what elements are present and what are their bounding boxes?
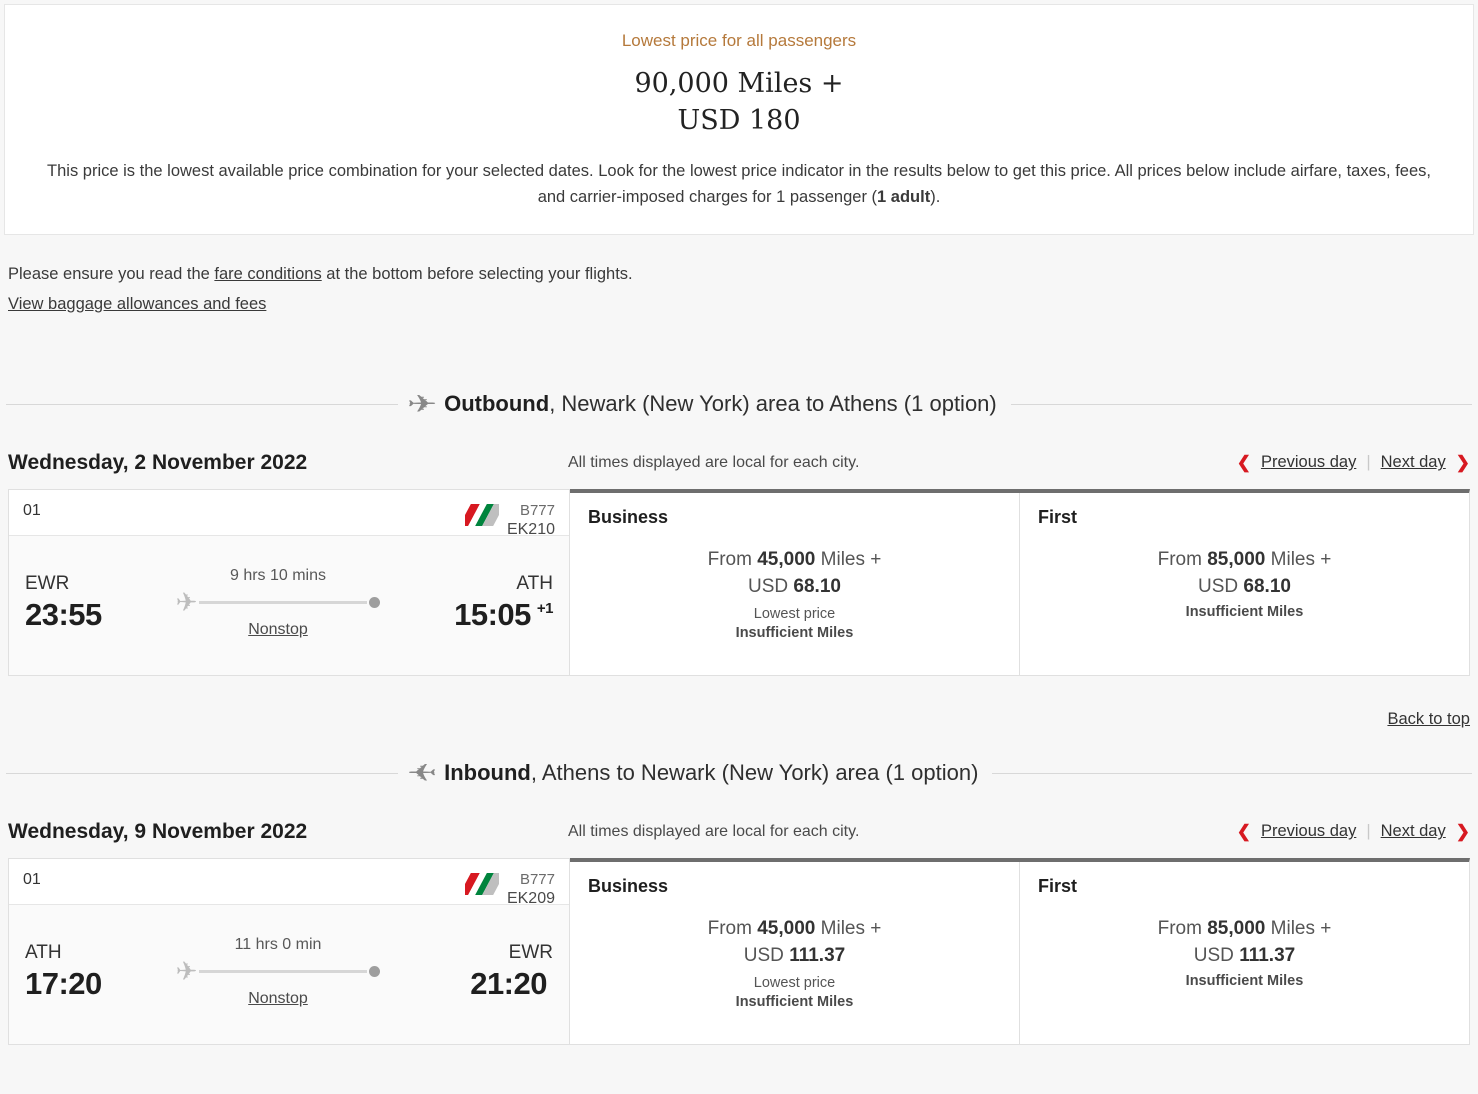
- outbound-cabin-options: [570, 489, 1470, 676]
- inbound-section: [0, 759, 1478, 1045]
- inbound-section-header: [0, 759, 1478, 788]
- inbound-first-from-label: From: [1157, 917, 1202, 939]
- chevron-left-icon[interactable]: ❮: [1236, 821, 1251, 841]
- outbound-first-miles: 85,000: [1207, 548, 1266, 570]
- inbound-title: [398, 759, 992, 788]
- divider-left: [6, 404, 398, 405]
- arrival-dot-icon: [369, 966, 380, 977]
- outbound-origin: [25, 573, 143, 633]
- inbound-flight-codes: [507, 871, 555, 910]
- lowest-price-heading: Lowest price for all passengers: [621, 31, 857, 50]
- outbound-duration: 9 hrs 10 mins: [229, 567, 327, 585]
- inbound-destination-time: [413, 966, 553, 1002]
- daynav-separator: |: [1366, 822, 1371, 841]
- outbound-business-amount: 68.10: [793, 576, 841, 598]
- inbound-journey-summary: [143, 936, 413, 1008]
- inbound-cabin-options: [570, 858, 1470, 1045]
- inbound-flight-leg: [8, 858, 570, 1045]
- outbound-stops-link[interactable]: Nonstop: [248, 621, 308, 639]
- emirates-logo-icon: [465, 504, 499, 526]
- inbound-cabin-business[interactable]: [570, 862, 1019, 1044]
- fare-notes: [0, 235, 1478, 317]
- outbound-flight-leg: [8, 489, 570, 676]
- inbound-business-miles: 45,000: [757, 917, 816, 939]
- inbound-cabin-first-name: First: [1038, 875, 1078, 896]
- inbound-business-cash-line: [588, 942, 1001, 970]
- lowest-price-description: [33, 158, 1445, 211]
- inbound-business-amount: 111.37: [789, 945, 846, 967]
- inbound-leg-body: [9, 905, 569, 1044]
- fare-conditions-note-prefix: Please ensure you read the: [8, 265, 215, 284]
- outbound-business-miles-suffix: Miles +: [820, 548, 882, 570]
- divider-right: [992, 773, 1472, 774]
- inbound-day-navigation: [1237, 822, 1470, 842]
- lowest-price-miles: 90,000 Miles +: [634, 68, 844, 99]
- inbound-flight-number: EK209: [506, 890, 555, 908]
- airplane-icon: ✈: [175, 956, 198, 987]
- inbound-origin-time: 17:20: [25, 966, 102, 1002]
- outbound-flight-row: [0, 489, 1478, 676]
- outbound-origin-time: 23:55: [25, 597, 102, 633]
- daynav-separator: |: [1366, 453, 1371, 472]
- inbound-business-miles-line: [588, 915, 1001, 943]
- outbound-date: Wednesday, 2 November 2022: [8, 450, 308, 474]
- outbound-local-time-note: All times displayed are local for each city.: [568, 453, 860, 471]
- lowest-price-description-part2: ).: [930, 187, 941, 206]
- inbound-first-miles: 85,000: [1207, 917, 1266, 939]
- inbound-route-label: , Athens to Newark (New York) area (1 option): [530, 760, 979, 786]
- outbound-previous-day-link[interactable]: Previous day: [1260, 453, 1357, 472]
- outbound-first-from-label: From: [1157, 548, 1202, 570]
- inbound-aircraft-type: B777: [519, 870, 555, 888]
- inbound-first-currency: USD: [1193, 945, 1234, 967]
- lowest-price-panel: [4, 4, 1474, 235]
- inbound-route-line: [149, 956, 407, 987]
- inbound-cabin-first[interactable]: [1019, 862, 1469, 1044]
- inbound-cabin-first-price: [1038, 915, 1451, 989]
- baggage-allowances-link[interactable]: View baggage allowances and fees: [8, 294, 267, 313]
- inbound-first-cash-line: [1038, 942, 1451, 970]
- outbound-first-cash-line: [1038, 573, 1451, 601]
- outbound-flight-codes: [507, 502, 555, 541]
- outbound-day-offset: +1: [536, 600, 553, 618]
- inbound-cabin-business-price: [588, 915, 1001, 1010]
- outbound-first-currency: USD: [1198, 576, 1239, 598]
- outbound-aircraft-type: B777: [519, 501, 555, 519]
- outbound-business-cash-line: [588, 573, 1001, 601]
- fare-conditions-link[interactable]: fare conditions: [214, 265, 322, 284]
- lowest-price-description-part1: This price is the lowest available price combination for your selected dates. Look for the lowest price indicator in the results below to get this price. All prices below include airfare, taxes, fees, and carrier-imposed charges for 1 passenger (: [47, 161, 1431, 206]
- outbound-destination: [413, 573, 553, 633]
- inbound-business-lowest-price-tag: Lowest price: [753, 974, 836, 991]
- inbound-direction-label: Inbound: [444, 760, 531, 786]
- airplane-icon: ✈: [175, 587, 198, 618]
- outbound-cabin-business-name: Business: [588, 506, 669, 527]
- passenger-count: 1 adult: [877, 187, 931, 206]
- outbound-business-currency: USD: [748, 576, 789, 598]
- outbound-business-from-label: From: [707, 548, 752, 570]
- inbound-flight-row: [0, 858, 1478, 1045]
- outbound-route-label: , Newark (New York) area to Athens (1 option): [549, 391, 997, 417]
- divider-left: [6, 773, 398, 774]
- outbound-section: [0, 390, 1478, 729]
- inbound-destination-time-value: 21:20: [470, 966, 547, 1002]
- outbound-next-day-link[interactable]: Next day: [1380, 453, 1446, 472]
- back-to-top-link[interactable]: Back to top: [1387, 709, 1470, 728]
- inbound-stops-link[interactable]: Nonstop: [248, 990, 308, 1008]
- inbound-business-status: Insufficient Miles: [735, 993, 854, 1010]
- inbound-date-row: [0, 820, 1478, 844]
- inbound-leg-header: [9, 859, 569, 908]
- outbound-direction-label: Outbound: [444, 391, 550, 417]
- inbound-first-amount: 111.37: [1239, 945, 1296, 967]
- inbound-first-status: Insufficient Miles: [1185, 972, 1304, 989]
- chevron-right-icon[interactable]: ❯: [1455, 821, 1470, 841]
- outbound-origin-code: EWR: [25, 573, 70, 595]
- outbound-first-miles-line: [1038, 546, 1451, 574]
- fare-conditions-note-suffix: at the bottom before selecting your flights.: [321, 265, 633, 284]
- emirates-logo-icon: [465, 873, 499, 895]
- inbound-business-miles-suffix: Miles +: [820, 917, 882, 939]
- chevron-left-icon[interactable]: ❮: [1236, 452, 1251, 472]
- inbound-destination: [413, 942, 553, 1002]
- fare-conditions-note: [8, 261, 1470, 288]
- outbound-cabin-business[interactable]: [570, 493, 1019, 675]
- outbound-title: [398, 390, 1011, 419]
- inbound-leg-index: 01: [23, 870, 41, 888]
- outbound-cabin-business-price: [588, 546, 1001, 641]
- inbound-duration: 11 hrs 0 min: [234, 936, 322, 954]
- inbound-first-miles-suffix: Miles +: [1270, 917, 1332, 939]
- inbound-date: Wednesday, 9 November 2022: [8, 819, 308, 843]
- outbound-flight-number: EK210: [506, 521, 555, 539]
- outbound-back-to-top-row: [0, 676, 1478, 729]
- lowest-price-cash: USD 180: [677, 105, 801, 137]
- outbound-leg-header: [9, 490, 569, 539]
- outbound-cabin-first[interactable]: [1019, 493, 1469, 675]
- outbound-first-amount: 68.10: [1243, 576, 1291, 598]
- chevron-right-icon[interactable]: ❯: [1455, 452, 1470, 472]
- outbound-business-miles-line: [588, 546, 1001, 574]
- outbound-cabin-first-name: First: [1038, 506, 1078, 527]
- plane-icon: ✈: [406, 759, 438, 787]
- inbound-origin-code: ATH: [25, 942, 62, 964]
- inbound-first-miles-line: [1038, 915, 1451, 943]
- route-bar: [199, 970, 367, 973]
- outbound-leg-body: [9, 536, 569, 675]
- inbound-operating-carrier: [465, 871, 555, 910]
- outbound-destination-code: ATH: [516, 573, 553, 595]
- inbound-origin: [25, 942, 143, 1002]
- inbound-business-from-label: From: [707, 917, 752, 939]
- inbound-local-time-note: All times displayed are local for each city.: [568, 822, 860, 840]
- outbound-section-header: [0, 390, 1478, 419]
- divider-right: [1011, 404, 1472, 405]
- outbound-journey-summary: [143, 567, 413, 639]
- arrival-dot-icon: [369, 597, 380, 608]
- outbound-business-status: Insufficient Miles: [735, 624, 854, 641]
- outbound-day-navigation: [1237, 453, 1470, 473]
- outbound-first-status: Insufficient Miles: [1185, 603, 1304, 620]
- outbound-route-line: [149, 587, 407, 618]
- outbound-destination-time-value: 15:05: [454, 597, 531, 633]
- outbound-first-miles-suffix: Miles +: [1270, 548, 1332, 570]
- inbound-next-day-link[interactable]: Next day: [1380, 822, 1446, 841]
- plane-icon: ✈: [406, 390, 438, 418]
- outbound-operating-carrier: [465, 502, 555, 541]
- outbound-business-miles: 45,000: [757, 548, 816, 570]
- route-bar: [199, 601, 367, 604]
- outbound-business-lowest-price-tag: Lowest price: [753, 605, 836, 622]
- outbound-destination-time: [413, 597, 553, 633]
- outbound-cabin-first-price: [1038, 546, 1451, 620]
- inbound-destination-code: EWR: [508, 942, 553, 964]
- outbound-leg-index: 01: [23, 501, 41, 519]
- inbound-cabin-business-name: Business: [588, 875, 669, 896]
- inbound-business-currency: USD: [743, 945, 784, 967]
- inbound-previous-day-link[interactable]: Previous day: [1260, 822, 1357, 841]
- outbound-date-row: [0, 451, 1478, 475]
